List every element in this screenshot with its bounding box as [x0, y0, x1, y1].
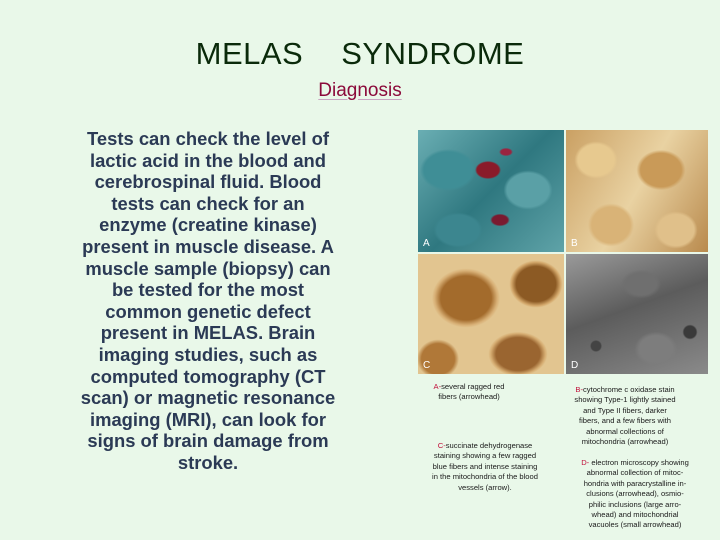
caption-a [420, 382, 518, 403]
body-line: enzyme (creatine kinase) [99, 214, 317, 236]
caption-key-d: D- [581, 458, 590, 467]
body-line: scan) or magnetic resonance [80, 387, 336, 409]
caption-text: several ragged red [441, 382, 505, 391]
caption-line: philic inclusions (large arro- [588, 499, 682, 509]
caption-line: vessels (arrow). [458, 482, 512, 492]
body-line: lactic acid in the blood and [89, 149, 327, 171]
body-line: tests can check for an [111, 192, 305, 214]
body-line: imaging studies, such as [98, 343, 318, 365]
title-part-syndrome: SYNDROME [341, 36, 525, 71]
body-line: common genetic defect [105, 300, 311, 322]
caption-d [562, 458, 708, 531]
body-line: computed tomography (CT [90, 365, 326, 387]
body-line: Tests can check the level of [87, 128, 329, 149]
caption-line: showing Type-1 lightly stained [574, 395, 676, 405]
caption-line: fibers, and a few fibers with [578, 416, 671, 426]
caption-line [414, 441, 556, 451]
caption-line: abnormal collections of [586, 426, 664, 436]
caption-key-c: C- [437, 441, 446, 450]
caption-line: and Type II fibers, darker [583, 405, 667, 415]
micrograph-panel-d [566, 254, 708, 374]
caption-text: cytochrome c oxidase stain [583, 385, 675, 394]
slide-title [0, 36, 720, 72]
body-line: signs of brain damage from [87, 430, 329, 452]
micrograph-panel-a [418, 130, 564, 252]
title-part-melas: MELAS [195, 36, 304, 71]
body-line: stroke. [177, 451, 239, 473]
caption-c [414, 441, 556, 493]
caption-key-b: B- [575, 385, 583, 394]
caption-text: succinate dehydrogenase [445, 441, 533, 450]
body-line: muscle sample (biopsy) can [85, 257, 331, 279]
panel-letter-b: B [571, 238, 578, 249]
micrograph-figure [418, 130, 708, 374]
panel-letter-d: D [571, 360, 579, 371]
caption-line: vacuoles (small arrowhead) [588, 520, 682, 530]
caption-line [420, 382, 518, 392]
caption-line: fibers (arrowhead) [438, 392, 500, 402]
caption-line: clusions (arrowhead), osmio- [586, 489, 684, 499]
caption-line: blue fibers and intense staining [432, 461, 538, 471]
caption-b [554, 385, 696, 447]
caption-line: in the mitochondria of the blood [432, 472, 538, 482]
caption-line [554, 385, 696, 395]
body-paragraph [58, 128, 358, 474]
micrograph-panel-c [418, 254, 564, 374]
body-line: present in muscle disease. A [82, 235, 334, 257]
panel-letter-a: A [423, 238, 430, 249]
caption-line [562, 458, 708, 468]
body-line: imaging (MRI), can look for [89, 408, 327, 430]
caption-line: hondria with paracrystalline in- [583, 478, 687, 488]
body-line: present in MELAS. Brain [100, 322, 316, 344]
caption-line: mitochondria (arrowhead) [581, 437, 669, 447]
subtitle-text: Diagnosis [318, 80, 402, 101]
panel-letter-c: C [423, 360, 431, 371]
caption-text: electron microscopy showing [589, 458, 689, 467]
caption-key-a: A- [433, 382, 442, 391]
caption-line: whead) and mitochondrial [591, 510, 679, 520]
body-line: be tested for the most [111, 279, 305, 301]
body-line: cerebrospinal fluid. Blood [94, 171, 322, 193]
slide-subtitle [0, 80, 720, 102]
caption-line: staining showing a few ragged [433, 451, 537, 461]
micrograph-panel-b [566, 130, 708, 252]
caption-line: abnormal collection of mitoc- [586, 468, 684, 478]
